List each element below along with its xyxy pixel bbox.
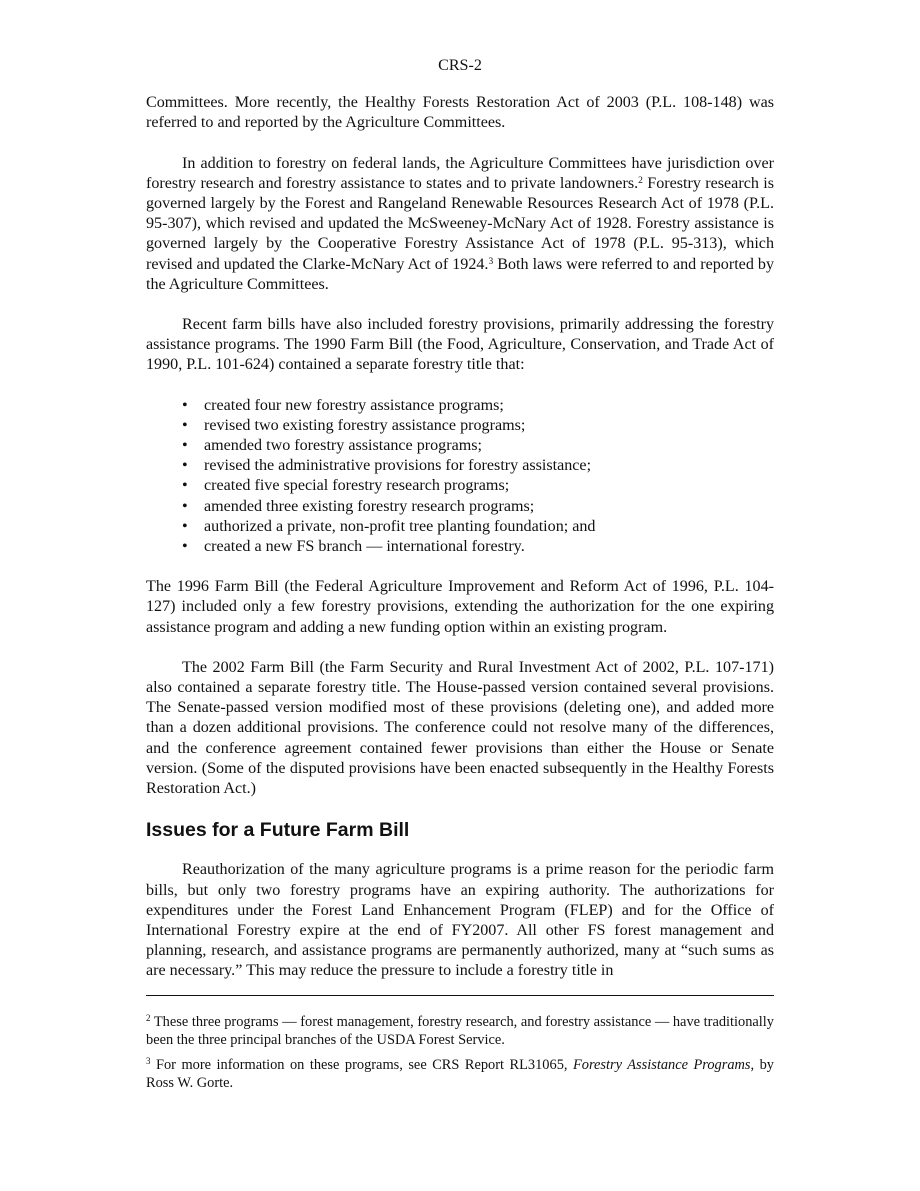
footnote-3 xyxy=(146,1056,774,1092)
list-item: • created five special forestry research programs; xyxy=(182,476,774,496)
footnote-divider xyxy=(146,995,774,996)
paragraph-1996-farm-bill: The 1996 Farm Bill (the Federal Agriculture Improvement and Reform Act of 1996, P.L. 104-127) included only a few forestry provisions, extending the authorization for the one expiring assistance program and adding a new funding option within an existing program. xyxy=(146,578,774,636)
paragraph-recent-farm-bills: Recent farm bills have also included forestry provisions, primarily addressing the forestry assistance programs. The 1990 Farm Bill (the Food, Agriculture, Conservation, and Trade Act of 1990, P.L. 101-624) contained a separate forestry title that: xyxy=(146,316,774,374)
footnotes xyxy=(146,1013,774,1093)
list-item: • amended two forestry assistance programs; xyxy=(182,436,774,456)
footnote-mark: 3 xyxy=(146,1055,151,1066)
section-heading: Issues for a Future Farm Bill xyxy=(146,819,410,842)
paragraph-jurisdiction-part-b: Forestry research is governed largely by the Forest and Rangeland Renewable Resources Research Act of 1978 (P.L. 95-307), which revised and updated the McSweeney-McNary Act of 1928. Forestry assistance is governed largely by the Cooperative Forestry Assistance Act of 1978 (P.L. 95-313), which revised and updated the Clarke-McNary Act of 1924. xyxy=(146,174,775,273)
paragraph-reauthorization: Reauthorization of the many agriculture programs is a prime reason for the periodic farm bills, but only two forestry programs have an expiring authority. The authorizations for expenditures under the Forest Land Enhancement Program (FLEP) and for the Office of International Forestry expire at the end of FY2007. All other FS forest management and planning, research, and assistance programs are permanently authorized, many at “such sums as are necessary.” This may reduce the pressure to include a forestry title in xyxy=(146,861,774,980)
report-title: Forestry Assistance Programs xyxy=(572,1056,751,1073)
list-item: • created a new FS branch — international forestry. xyxy=(182,537,774,557)
footnote-ref-2[interactable]: 2 xyxy=(638,175,643,186)
forestry-title-list xyxy=(146,396,774,558)
footnote-text-end: , by Ross W. Gorte. xyxy=(146,1056,774,1092)
footnote-ref-3[interactable]: 3 xyxy=(488,256,494,267)
document-page xyxy=(146,56,774,1092)
list-item: • amended three existing forestry research programs; xyxy=(182,497,774,517)
footnote-text: These three programs — forest management, forestry research, and forestry assistance — have traditionally been the three principal branches of the USDA Forest Service. xyxy=(146,1013,774,1048)
list-item: • authorized a private, non-profit tree planting foundation; and xyxy=(182,517,774,537)
list-item: • revised two existing forestry assistance programs; xyxy=(182,416,774,436)
paragraph-jurisdiction-part-a: In addition to forestry on federal lands, the Agriculture Committees have jurisdiction over forestry research and forestry assistance to states and to private landowners. xyxy=(146,154,774,192)
list-item: • created four new forestry assistance programs; xyxy=(182,396,774,416)
paragraph-committees: Committees. More recently, the Healthy Forests Restoration Act of 2003 (P.L. 108-148) was referred to and reported by the Agriculture Committees. xyxy=(146,94,774,132)
footnote-text: For more information on these programs, see CRS Report RL31065, xyxy=(150,1056,573,1073)
footnote-mark: 2 xyxy=(146,1012,151,1023)
paragraph-2002-farm-bill: The 2002 Farm Bill (the Farm Security and Rural Investment Act of 2002, P.L. 107-171) also contained a separate forestry title. The House-passed version contained several provisions. The Senate-passed version modified most of these provisions (deleting one), and added more than a dozen additional provisions. The conference could not resolve many of the differences, and the conference agreement contained fewer provisions than either the House or Senate version. (Some of the disputed provisions have been enacted subsequently in the Healthy Forests Restoration Act.) xyxy=(146,658,774,798)
paragraph-jurisdiction xyxy=(146,154,774,295)
paragraph-jurisdiction-part-c: Both laws were referred to and reported by the Agriculture Committees. xyxy=(146,255,774,293)
footnote-2 xyxy=(146,1013,774,1049)
list-item: • revised the administrative provisions for forestry assistance; xyxy=(182,456,774,476)
page-header: CRS-2 xyxy=(438,57,482,74)
